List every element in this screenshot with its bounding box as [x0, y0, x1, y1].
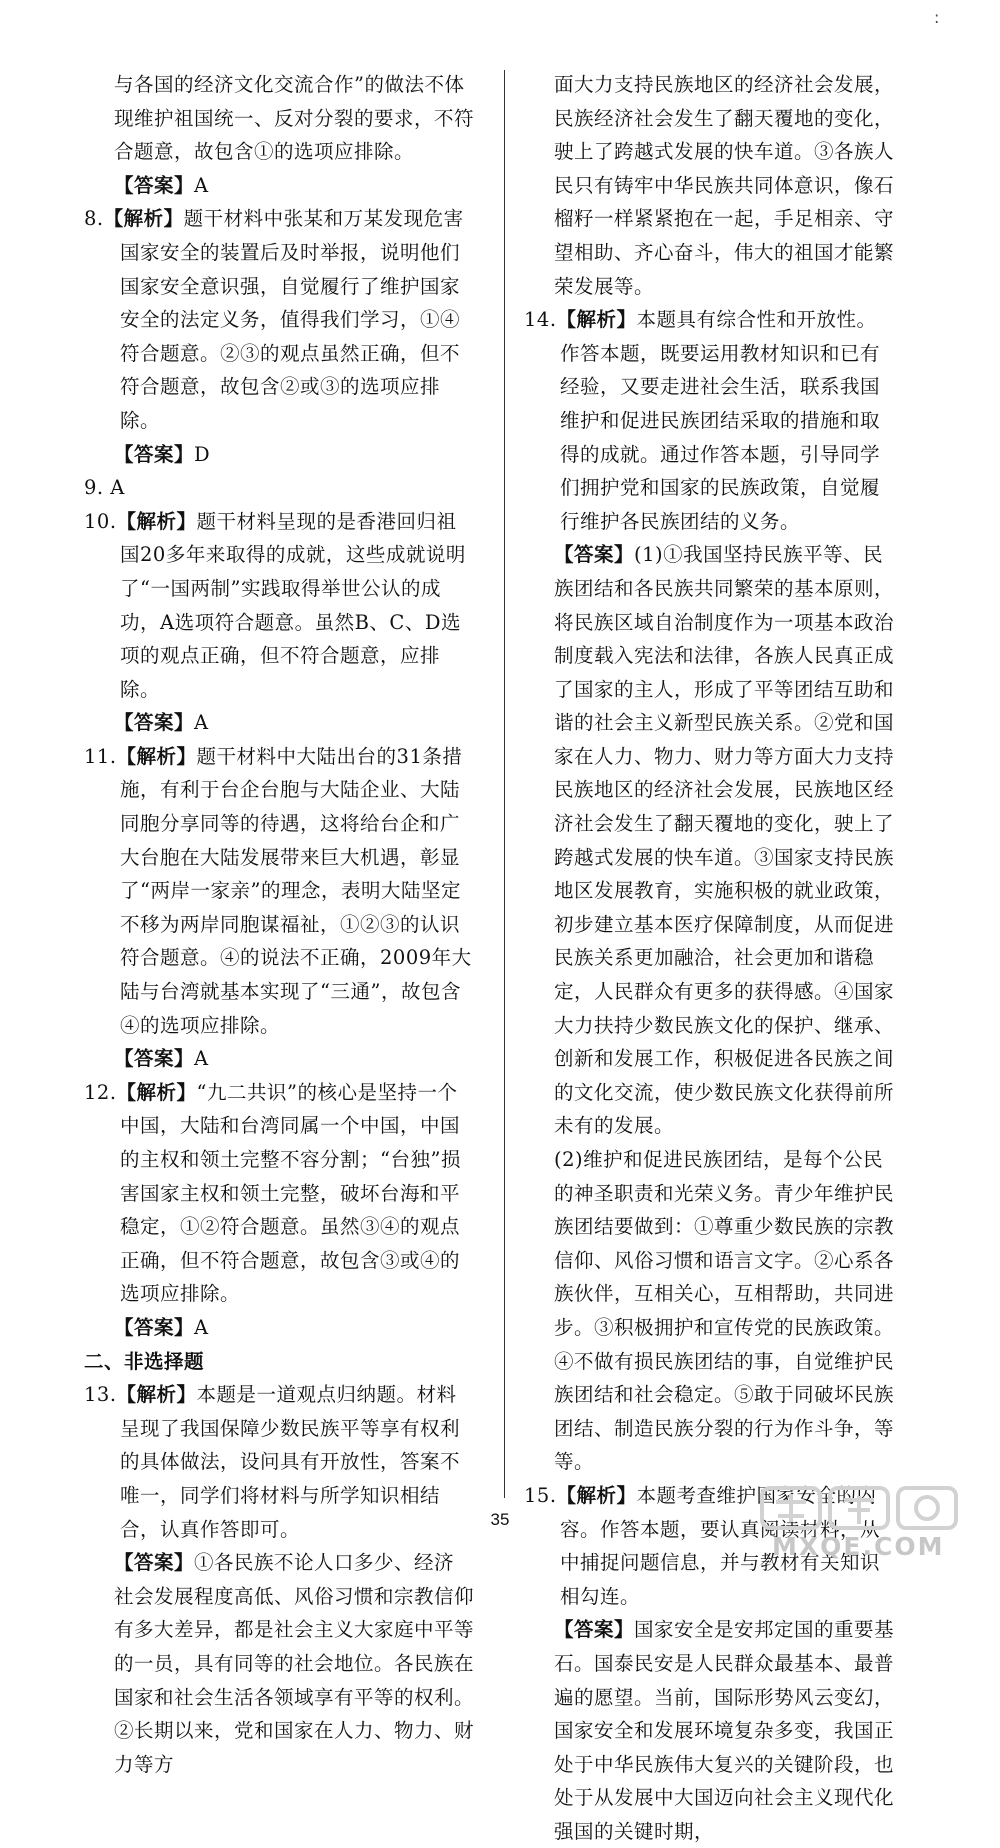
question-number: 11. [84, 744, 117, 768]
analysis-label: 【解析】 [556, 308, 637, 332]
q14-answer-part2: (2)维护和促进民族团结，是每个公民的神圣职责和光荣义务。青少年维护民族团结要做到：①尊重少数民族的宗教信仰、风俗习惯和语言文字。②心系各族伙伴，互相关心，互相帮助，共同进步。③积极拥护和宣传党的民族政策。④不做有损民族团结的事，自觉维护民族团结和社会稳定。⑤敢于同破坏民族团结、制造民族分裂的行为作斗争，等等。 [554, 1148, 895, 1474]
answer-label: 【答案】 [114, 1551, 195, 1575]
section-heading: 二、非选择题 [84, 1349, 205, 1373]
answer-text: ①各民族不论人口多少、经济社会发展程度高低、风俗习惯和宗教信仰有多大差异，都是社会主义大家庭中平等的一员，具有同等的社会地位。各民族在国家和社会生活各领域享有平等的权利。②长期以来，党和国家在人力、物力、财力等方 [114, 1551, 475, 1776]
question-number: 13. [84, 1383, 117, 1407]
answer-label: 【答案】 [114, 173, 195, 197]
answer-label: 【答案】 [114, 711, 195, 735]
analysis-text: 题干材料中大陆出台的31条措施，有利于台企台胞与大陆企业、大陆同胞分享同等的待遇，这将给台企和广大台胞在大陆发展带来巨大机遇，彰显了“两岸一家亲”的理念，表明大陆坚定不移为两岸同胞谋福祉，①②③的认识符合题意。④的说法不正确，2009年大陆与台湾就基本实现了“三通”，故包含④的选项应排除。 [120, 744, 472, 1037]
q15-answer [524, 1613, 896, 1848]
analysis-label: 【解析】 [103, 207, 184, 231]
analysis-label: 【解析】 [116, 509, 197, 533]
page-number: 35 [490, 1510, 510, 1529]
q11-analysis [84, 740, 474, 1042]
q9-answer: 9. A [84, 476, 125, 500]
right-column [524, 68, 896, 1848]
answer-value: A [194, 173, 209, 197]
answer-label: 【答案】 [554, 543, 635, 567]
analysis-text: 题干材料呈现的是香港回归祖国20多年来取得的成就，这些成就说明了“一国两制”实践取得举世公认的成功，A选项符合题意。虽然B、C、D选项的观点正确，但不符合题意，应排除。 [120, 509, 466, 701]
q14-answer [524, 538, 896, 1143]
question-number: 8. [84, 207, 104, 231]
q11-answer [84, 1042, 474, 1076]
q8-analysis [84, 202, 474, 437]
analysis-label: 【解析】 [116, 1080, 197, 1104]
answer-text: (1)①我国坚持民族平等、民族团结和各民族共同繁荣的基本原则，将民族区域自治制度作为一项基本政治制度载入宪法和法律，各族人民真正成了国家的主人，形成了平等团结互助和谐的社会主义新型民族关系。②党和国家在人力、物力、财力等方面大力支持民族地区的经济社会发展，民族地区经济社会发生了翻天覆地的变化，驶上了跨越式发展的快车道。③国家支持民族地区发展教育，实施积极的就业政策，初步建立基本医疗保障制度，从而促进民族关系更加融洽，社会更加和谐稳定，人民群众有更多的获得感。④国家大力扶持少数民族文化的保护、继承、创新和发展工作，积极促进各民族之间的文化交流，使少数民族文化获得前所未有的发展。 [554, 543, 895, 1138]
analysis-label: 【解析】 [116, 744, 197, 768]
answer-label: 【答案】 [114, 1315, 195, 1339]
q14-analysis [524, 303, 896, 538]
q7-answer [84, 169, 474, 203]
answer-label: 【答案】 [554, 1618, 635, 1642]
analysis-text: 本题考查维护国家安全的内容。作答本题，要认真阅读材料，从中捕捉问题信息，并与教材有关知识相勾连。 [560, 1483, 881, 1608]
analysis-text: 本题具有综合性和开放性。作答本题，既要运用教材知识和已有经验，又要走进社会生活，联系我国维护和促进民族团结采取的措施和取得的成就。通过作答本题，引导同学们拥护党和国家的民族政策，自觉履行维护各民族团结的义务。 [560, 308, 881, 533]
top-mark: : [934, 8, 940, 27]
analysis-label: 【解析】 [556, 1483, 637, 1507]
answer-label: 【答案】 [114, 442, 195, 466]
analysis-label: 【解析】 [116, 1383, 197, 1407]
q7-analysis-continued: 与各国的经济文化交流合作”的做法不体现维护祖国统一、反对分裂的要求，不符合题意，故包含①的选项应排除。 [114, 73, 475, 164]
answer-value: A [194, 1315, 209, 1339]
q12-analysis [84, 1076, 474, 1311]
answer-value: A [194, 1047, 209, 1071]
question-number: 14. [524, 308, 557, 332]
answer-value: D [194, 442, 211, 466]
q13-answer [84, 1546, 474, 1781]
answer-label: 【答案】 [114, 1047, 195, 1071]
question-number: 12. [84, 1080, 117, 1104]
answer-value: A [194, 711, 209, 735]
q10-analysis [84, 505, 474, 707]
q13-answer-continued: 面大力支持民族地区的经济社会发展，民族经济社会发生了翻天覆地的变化，驶上了跨越式发展的快车道。③各族人民只有铸牢中华民族共同体意识，像石榴籽一样紧紧抱在一起，手足相亲、守望相助、齐心奋斗，伟大的祖国才能繁荣发展等。 [554, 73, 895, 298]
analysis-text: 本题是一道观点归纳题。材料呈现了我国保障少数民族平等享有权利的具体做法，设问具有开放性，答案不唯一，同学们将材料与所学知识相结合，认真作答即可。 [120, 1383, 461, 1541]
analysis-text: 题干材料中张某和万某发现危害国家安全的装置后及时举报，说明他们国家安全意识强，自觉履行了维护国家安全的法定义务，值得我们学习，①④符合题意。②③的观点虽然正确，但不符合题意，故包含②或③的选项应排除。 [120, 207, 464, 432]
q12-answer [84, 1311, 474, 1345]
q10-answer [84, 706, 474, 740]
answer-text: 国家安全是安邦定国的重要基石。国泰民安是人民群众最基本、最普遍的愿望。当前，国际形势风云变幻，国家安全和发展环境复杂多变，我国正处于中华民族伟大复兴的关键阶段，也处于从发展中大国迈向社会主义现代化强国的关键时期， [554, 1618, 895, 1843]
question-number: 10. [84, 509, 117, 533]
q8-answer [84, 438, 474, 472]
question-number: 15. [524, 1483, 557, 1507]
column-divider [504, 70, 505, 1498]
analysis-text: “九二共识”的核心是坚持一个中国，大陆和台湾同属一个中国，中国的主权和领土完整不容分割；“台独”损害国家主权和领土完整，破坏台海和平稳定，①②符合题意。虽然③④的观点正确，但不符合题意，故包含③或④的选项应排除。 [120, 1080, 461, 1306]
watermark-text: MXQE.COM [772, 1532, 945, 1561]
